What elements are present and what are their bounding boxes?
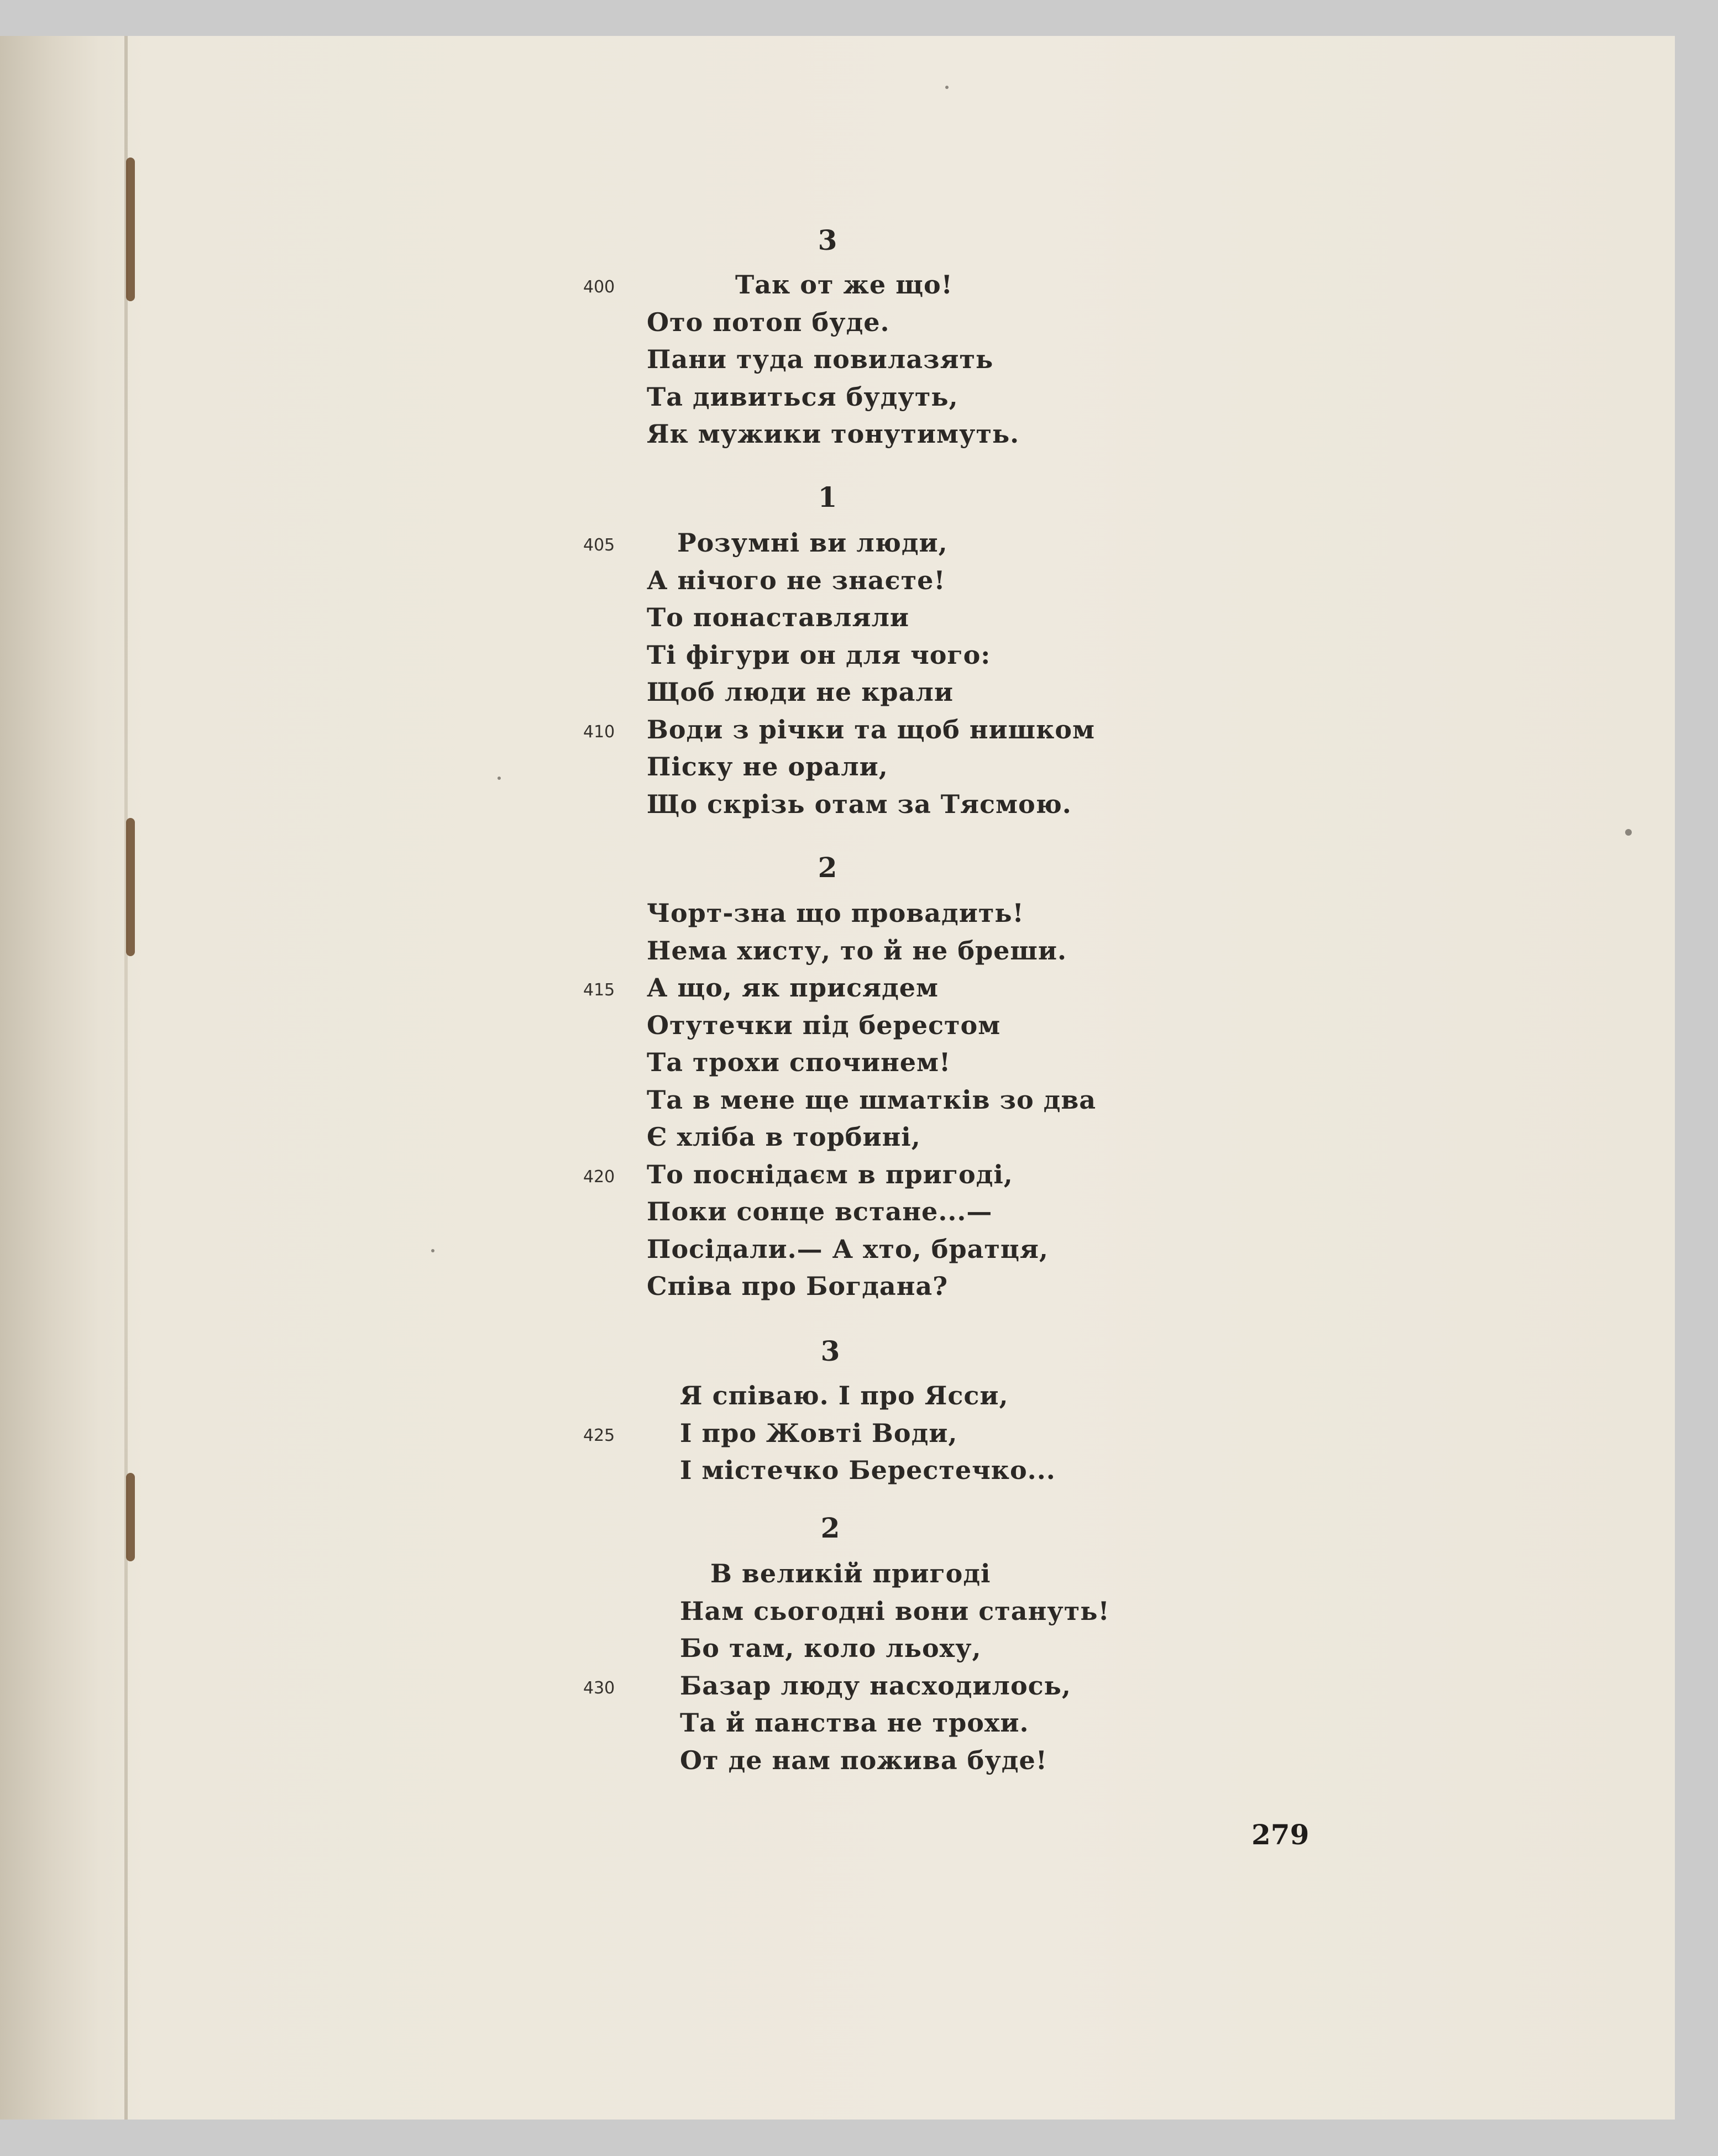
verse-line: То поснідаєм в пригоді,: [647, 1159, 1013, 1189]
stanza-number: 2: [818, 851, 837, 884]
line-number: 410: [583, 722, 615, 742]
verse-line: Як мужики тонутимуть.: [647, 419, 1020, 449]
verse-line: А що, як присядем: [647, 973, 939, 1003]
verse-line: Нам сьогодні вони стануть!: [680, 1596, 1110, 1626]
page-number: 279: [1251, 1818, 1310, 1851]
line-number: 400: [583, 277, 615, 297]
verse-line: Бо там, коло льоху,: [680, 1633, 982, 1663]
verse-line: Розумні ви люди,: [677, 528, 948, 558]
verse-line: І про Жовті Води,: [680, 1418, 958, 1448]
verse-line: Щоб люди не крали: [647, 677, 954, 707]
verse-line: Співа про Богдана?: [647, 1271, 949, 1301]
verse-line: Пани туда повилазять: [647, 344, 994, 374]
verse-line: Та й панства не трохи.: [680, 1708, 1029, 1738]
verse-line: А нічого не знаєте!: [647, 565, 946, 595]
verse-line: Поки сонце встане...—: [647, 1197, 993, 1226]
verse-line: Що скрізь отам за Тясмою.: [647, 789, 1072, 819]
line-number: 420: [583, 1167, 615, 1187]
rust-stain: [126, 158, 135, 301]
verse-line: Ті фігури он для чого:: [647, 639, 991, 670]
line-number: 405: [583, 536, 615, 555]
verse-line: Води з річки та щоб нишком: [647, 714, 1095, 744]
paper-speck: [945, 86, 949, 89]
line-number: 425: [583, 1425, 615, 1445]
verse-line: Та дивиться будуть,: [647, 381, 958, 412]
verse-line: Нема хисту, то й не бреши.: [647, 935, 1067, 966]
verse-line: І містечко Берестечко...: [680, 1455, 1056, 1485]
stanza-number: 3: [820, 1335, 840, 1367]
verse-line: Я співаю. І про Ясси,: [680, 1381, 1009, 1410]
paper-speck: [1625, 829, 1632, 836]
page-gutter-shadow: [0, 36, 133, 2120]
stanza-number: 1: [818, 481, 837, 513]
verse-line: Ото потоп буде.: [647, 307, 890, 337]
verse-line: Піску не орали,: [647, 752, 888, 781]
paper-speck: [431, 1249, 434, 1252]
paper-speck: [497, 777, 501, 780]
rust-stain: [126, 818, 135, 956]
rust-stain: [126, 1473, 135, 1561]
stanza-number: 3: [818, 224, 837, 256]
verse-line: Та в мене ще шматків зо два: [647, 1084, 1097, 1115]
line-number: 415: [583, 980, 615, 1000]
verse-line: Є хліба в торбині,: [647, 1122, 921, 1152]
verse-line: Посідали.— А хто, братця,: [647, 1234, 1049, 1264]
verse-line: В великій пригоді: [710, 1559, 991, 1588]
verse-line: Базар люду насходилось,: [680, 1670, 1071, 1701]
verse-line: От де нам пожива буде!: [680, 1745, 1047, 1775]
line-number: 430: [583, 1678, 615, 1698]
book-spine: [124, 36, 128, 2120]
verse-line: Так от же що!: [735, 270, 953, 300]
verse-line: То понаставляли: [647, 602, 909, 632]
verse-line: Отутечки під берестом: [647, 1010, 1001, 1040]
verse-line: Та трохи спочинем!: [647, 1047, 951, 1077]
stanza-number: 2: [820, 1512, 840, 1544]
verse-line: Чорт-зна що провадить!: [647, 898, 1024, 928]
